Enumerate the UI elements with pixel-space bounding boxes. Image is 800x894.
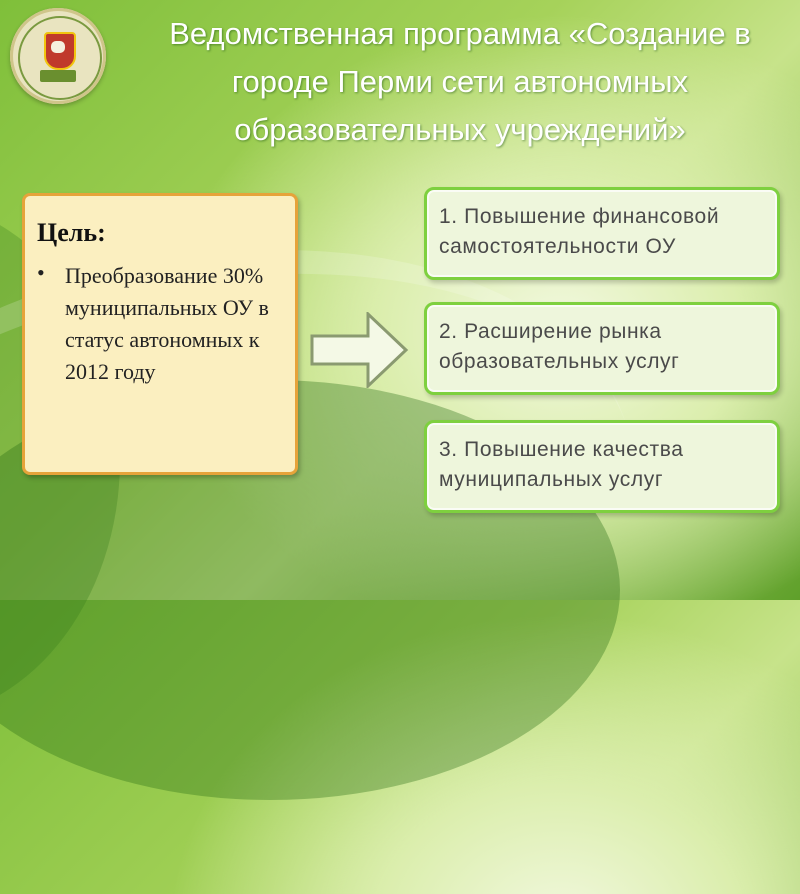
title-line-3: образовательных учреждений»	[234, 112, 686, 147]
goal-heading: Цель:	[37, 218, 106, 247]
slide-title	[120, 10, 800, 154]
logo-bear	[51, 41, 65, 53]
goal-bullet: •	[37, 260, 45, 285]
logo-book	[40, 70, 76, 82]
result-item-1-line-1: 1. Повышение финансовой	[439, 205, 720, 228]
right-arrow-icon	[310, 312, 410, 388]
arrow-shape	[312, 314, 406, 386]
result-item-1-line-2: самостоятельности ОУ	[439, 235, 676, 258]
goal-text: Преобразование 30% муниципальных ОУ в статус автономных к 2012 году	[65, 263, 269, 384]
result-item-3	[424, 420, 780, 513]
title-line-2: городе Перми сети автономных	[231, 64, 689, 99]
result-item-3-line-1: 3. Повышение качества	[439, 438, 684, 461]
result-item-2-line-2: образовательных услуг	[439, 350, 680, 373]
result-item-1	[424, 187, 780, 280]
result-item-2	[424, 302, 780, 395]
title-line-1: Ведомственная программа «Создание в	[169, 16, 751, 51]
perm-coat-of-arms-icon	[10, 8, 106, 104]
result-item-3-line-2: муниципальных услуг	[439, 468, 664, 491]
result-item-2-line-1: 2. Расширение рынка	[439, 320, 662, 343]
goal-box	[22, 193, 298, 475]
